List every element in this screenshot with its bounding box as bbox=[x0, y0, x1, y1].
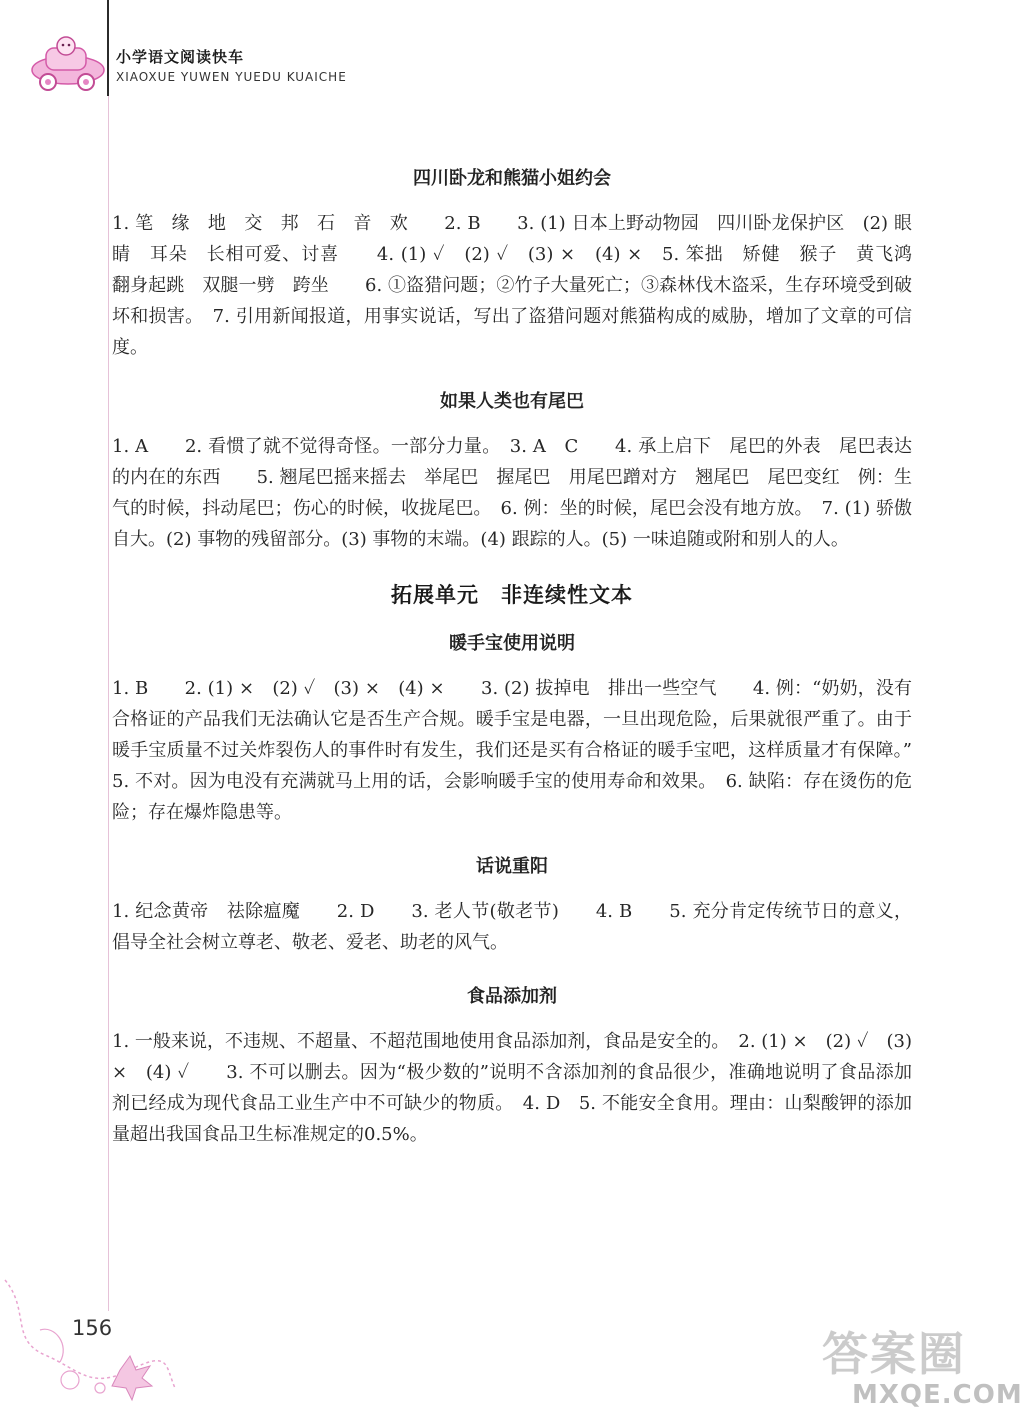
section-panda bbox=[112, 164, 930, 363]
section-answers: 1. A 2. 看惯了就不觉得奇怪。一部分力量。 3. A C 4. 承上启下 尾巴的外表 尾巴表达的内在的东西 5. 翘尾巴摇来摇去 举尾巴 握尾巴 用尾巴蹭对方 翘尾巴 尾巴变红 例：生气的时候，抖动尾巴；伤心的时候，收拢尾巴。 6. 例：坐的时候，尾巴会没有地方放。 7. (1) 骄傲自大。(2) 事物的残留部分。(3) 事物的末端。(4) 跟踪的人。(5) 一味追随或附和别人的人。 bbox=[112, 436, 912, 550]
margin-line bbox=[108, 96, 109, 1311]
section-title: 如果人类也有尾巴 bbox=[440, 391, 584, 412]
section-food-additives bbox=[112, 982, 918, 1150]
section-answers: 1. 纪念黄帝 祛除瘟魔 2. D 3. 老人节(敬老节) 4. B 5. 充分肯定传统节日的意义，倡导全社会树立尊老、敬老、爱老、助老的风气。 bbox=[112, 901, 912, 953]
watermark-url: MXQE.COM bbox=[852, 1380, 1023, 1410]
answer-content bbox=[112, 164, 930, 1174]
section-answers: 1. B 2. (1) × (2) ✓ (3) × (4) × 3. (2) 拔掉电 排出一些空气 4. 例：“奶奶，没有合格证的产品我们无法确认它是否生产合规。暖手宝是电器，一旦出现危险，后果就很严重了。由于暖手宝质量不过关炸裂伤人的事件时有发生，我们还是买有合格证的暖手宝吧，这样质量才有保障。” 5. 不对。因为电没有充满就马上用的话，会影响暖手宝的使用寿命和效果。 6. 缺陷：存在烫伤的危险；存在爆炸隐患等。 bbox=[112, 678, 930, 823]
section-title: 食品添加剂 bbox=[467, 986, 557, 1007]
section-title: 暖手宝使用说明 bbox=[449, 633, 575, 654]
section-title: 四川卧龙和熊猫小姐约会 bbox=[413, 168, 611, 189]
section-double-ninth bbox=[112, 852, 912, 958]
section-answers: 1. 一般来说，不违规、不超量、不超范围地使用食品添加剂，食品是安全的。 2. (1) × (2) ✓ (3) × (4) ✓ 3. 不可以删去。因为“极少数的”说明不含添加剂的食品很少，准确地说明了食品添加剂已经成为现代食品工业生产中不可缺少的物质。 4. D 5. 不能安全食用。理由：山梨酸钾的添加量超出我国食品卫生标准规定的0.5%。 bbox=[112, 1031, 918, 1145]
section-title: 话说重阳 bbox=[476, 856, 548, 877]
section-hand-warmer bbox=[112, 629, 930, 828]
unit-title: 拓展单元 非连续性文本 bbox=[391, 583, 633, 607]
series-title: 小学语文阅读快车 bbox=[116, 48, 245, 66]
watermark-logo: 答案圈 bbox=[822, 1327, 966, 1381]
watermark bbox=[812, 1318, 1023, 1418]
vine-decoration-icon bbox=[0, 1270, 200, 1410]
page-number: 156 bbox=[72, 1316, 113, 1340]
car-logo-icon bbox=[28, 28, 108, 96]
section-answers: 1. 笔 缘 地 交 邦 石 音 欢 2. B 3. (1) 日本上野动物园 四川卧龙保护区 (2) 眼睛 耳朵 长相可爱、讨喜 4. (1) ✓ (2) ✓ (3) × (4) × 5. 笨拙 矫健 猴子 黄飞鸿 翻身起跳 双腿一劈 跨坐 6. ①盗猎问题；②竹子大量死亡；③森林伐木盗采，生存环境受到破坏和损害。 7. 引用新闻报道，用事实说话，写出了盗猎问题对熊猫构成的威胁，增加了文章的可信度。 bbox=[112, 213, 930, 358]
section-tail bbox=[112, 387, 912, 555]
header-divider bbox=[107, 0, 109, 96]
series-pinyin: XIAOXUE YUWEN YUEDU KUAICHE bbox=[116, 70, 347, 84]
